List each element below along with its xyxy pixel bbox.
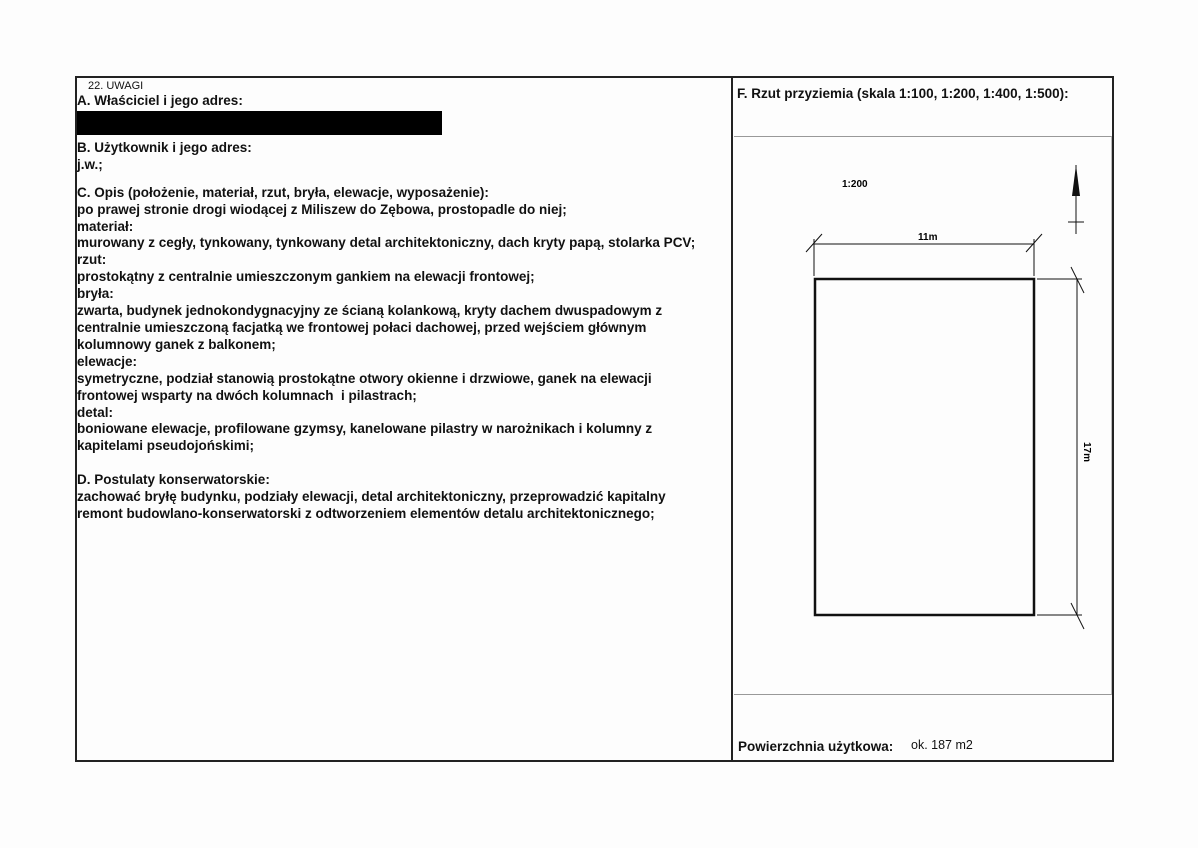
floor-plan-drawing [734, 136, 1112, 695]
detail-text-line: boniowane elewacje, profilowane gzymsy, kanelowane pilastry w narożnikach i kolumny z [77, 421, 653, 437]
width-dimension-label: 11m [918, 232, 938, 243]
form-text-line: centralnie umieszczoną facjatką we frontowej połaci dachowej, przed wejściem głównym [77, 319, 647, 335]
section-heading: 22. UWAGI [88, 80, 144, 92]
form-label: bryła: [77, 286, 114, 302]
material-text: murowany z cegły, tynkowany, tynkowany detal architektoniczny, dach kryty papą, stolarka PCV; [77, 235, 696, 251]
elevations-text-line: frontowej wsparty na dwóch kolumnach i pilastrach; [77, 387, 417, 403]
usable-area-label: Powierzchnia użytkowa: [738, 739, 894, 754]
user-value: j.w.; [77, 156, 103, 172]
building-footprint [815, 279, 1034, 615]
elevations-text-line: symetryczne, podział stanowią prostokątne otwory okienne i drzwiowe, ganek na elewacji [77, 370, 652, 386]
owner-label: A. Właściciel i jego adres: [77, 93, 243, 108]
form-text-line: kolumnowy ganek z balkonem; [77, 336, 276, 352]
plan-text: prostokątny z centralnie umieszczonym gankiem na elewacji frontowej; [77, 269, 535, 285]
remarks-panel [77, 80, 729, 523]
floor-plan-title: F. Rzut przyziemia (skala 1:100, 1:200, 1:400, 1:500): [737, 86, 1069, 101]
user-label: B. Użytkownik i jego adres: [77, 139, 252, 155]
redaction-bar [77, 111, 442, 135]
location-text: po prawej stronie drogi wiodącej z Miliszew do Zębowa, prostopadle do niej; [77, 201, 567, 217]
length-dimension [1037, 267, 1084, 629]
form-text-line: zwarta, budynek jednokondygnacyjny ze ścianą kolankową, kryty dachem dwuspadowym z [77, 303, 663, 319]
drawing-scale-label: 1:200 [842, 179, 868, 190]
column-divider [731, 76, 733, 762]
elevations-label: elewacje: [77, 353, 138, 369]
postulates-label: D. Postulaty konserwatorskie: [77, 472, 270, 488]
detail-text-line: kapitelami pseudojońskimi; [77, 438, 255, 454]
length-dimension-label: 17m [1081, 442, 1092, 463]
usable-area-value: ok. 187 m2 [911, 738, 973, 752]
postulates-text-line: zachować bryłę budynku, podziały elewacji, detal architektoniczny, przeprowadzić kapitalny [77, 489, 666, 505]
postulates-text-line: remont budowlano-konserwatorski z odtworzeniem elementów detalu architektonicznego; [77, 506, 655, 522]
north-arrow-icon [1068, 165, 1084, 234]
description-label: C. Opis (położenie, materiał, rzut, bryła, elewacje, wyposażenie): [77, 184, 489, 200]
plan-label: rzut: [77, 252, 107, 268]
detail-label: detal: [77, 404, 114, 420]
material-label: materiał: [77, 218, 134, 234]
